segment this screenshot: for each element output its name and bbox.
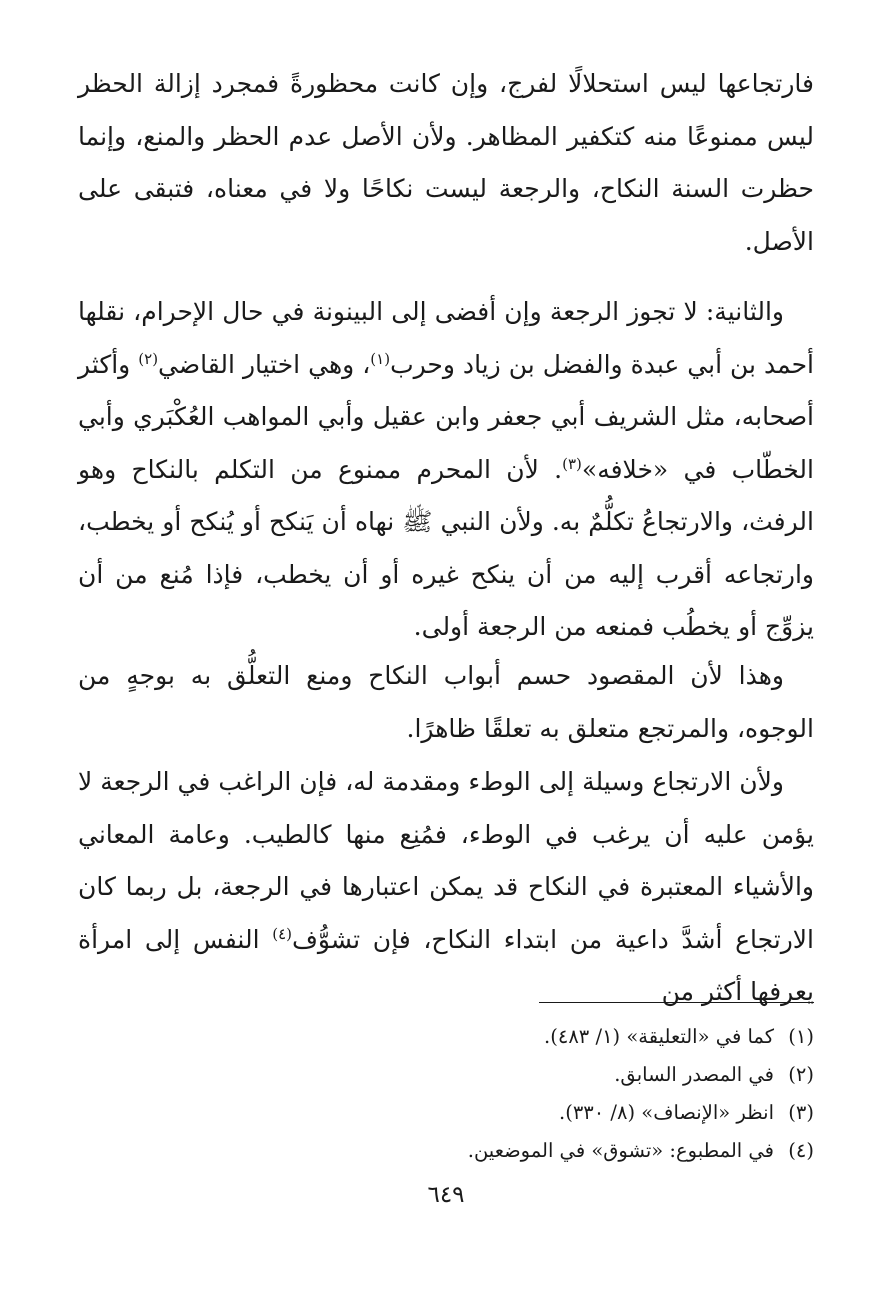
paragraph-2-text-4: . لأن المحرم ممنوع من التكلم بالنكاح وهو الرفث، والارتجاعُ تكلُّمٌ به. ولأن النبي ﷺ نهاه أن يَنكح أو يُنكح أو يخطب، وارتجاعه أقرب إليه من أن ينكح غيره أو أن يخطب، فإذا مُنع من أن يزوِّج أو يخطُب فمنعه من الرجعة أولى.: [78, 454, 814, 641]
footnote-item: [78, 1018, 814, 1056]
footnote-item: [78, 1056, 814, 1094]
paragraph-4-text-2: النفس إلى امرأة يعرفها أكثر من: [78, 924, 814, 1006]
book-page: [78, 58, 814, 1258]
paragraph-4: [78, 756, 814, 1019]
footnote-ref-1: (١): [370, 349, 391, 368]
paragraph-2-text-3: وأكثر أصحابه، مثل الشريف أبي جعفر وابن عقيل وأبي المواهب العُكْبَري وأبي الخطّاب في «خلافه»: [78, 349, 814, 484]
footnote-ref-3: (٣): [562, 454, 582, 473]
footnote-item: [78, 1132, 814, 1170]
footnote-item: [78, 1094, 814, 1132]
footnote-text: كما في «التعليقة» (١/ ٤٨٣).: [544, 1025, 774, 1048]
page-number: ٦٤٩: [427, 1182, 465, 1208]
footnote-number: (١): [788, 1025, 814, 1048]
footnote-ref-4: (٤): [272, 924, 292, 943]
footnote-text: في المصدر السابق.: [614, 1063, 774, 1086]
footnote-number: (٢): [788, 1063, 814, 1086]
footnotes-list: [78, 1018, 814, 1170]
footnote-ref-2: (٢): [138, 349, 159, 368]
footnote-text: انظر «الإنصاف» (٨/ ٣٣٠).: [559, 1101, 774, 1124]
paragraph-3: وهذا لأن المقصود حسم أبواب النكاح ومنع التعلُّق به بوجهٍ من الوجوه، والمرتجع متعلق به تعلقًا ظاهرًا.: [78, 661, 814, 743]
paragraph-2-text-2: ، وهي اختيار القاضي: [158, 349, 371, 379]
footnote-text: في المطبوع: «تشوق» في الموضعين.: [467, 1139, 774, 1162]
paragraph-2-text-1: والثانية: لا تجوز الرجعة وإن أفضى إلى البينونة في حال الإحرام، نقلها أحمد بن أبي عبدة والفضل بن زياد وحرب: [78, 297, 814, 379]
footnote-number: (٤): [788, 1139, 814, 1162]
paragraph-1: فارتجاعها ليس استحلالًا لفرج، وإن كانت محظورةً فمجرد إزالة الحظر ليس ممنوعًا منه كتكفير المظاهر. ولأن الأصل عدم الحظر والمنع، وإنما حظرت السنة النكاح، والرجعة ليست نكاحًا ولا في معناه، فتبقى على الأصل.: [78, 69, 814, 256]
footnote-number: (٣): [788, 1101, 814, 1124]
paragraph-2: [78, 286, 814, 654]
footnote-separator: [539, 1002, 814, 1003]
paragraph-4-text-1: ولأن الارتجاع وسيلة إلى الوطء ومقدمة له، فإن الراغب في الرجعة لا يؤمن عليه أن يرغب في الوطء، فمُنِع منها كالطيب. وعامة المعاني والأشياء المعتبرة في النكاح قد يمكن اعتبارها في الرجعة، بل ربما كان الارتجاع أشدَّ داعية من ابتداء النكاح، فإن تشوُّف: [78, 767, 814, 954]
